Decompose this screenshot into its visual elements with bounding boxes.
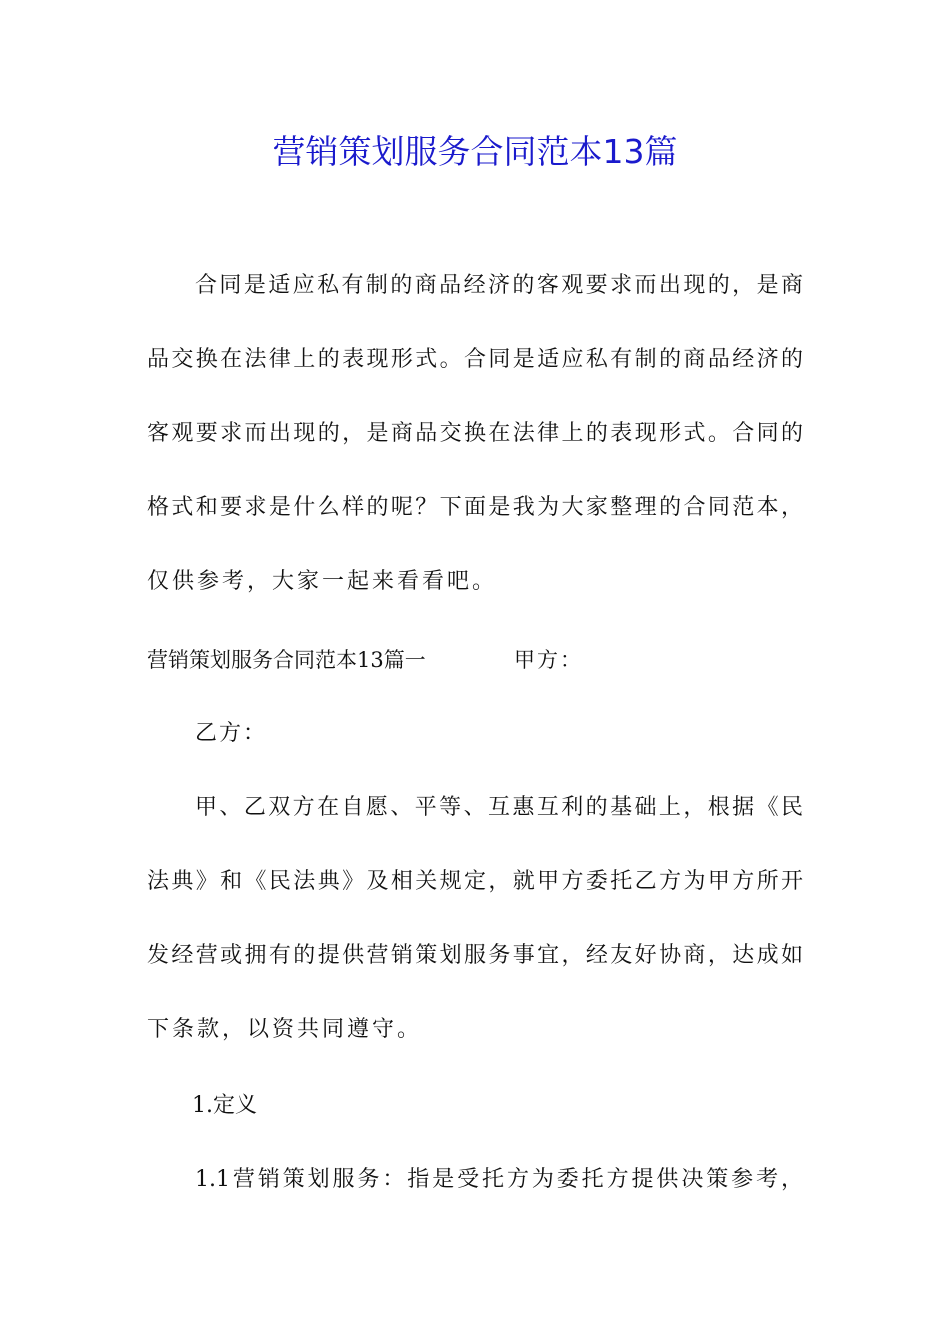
- intro-line-1: 合同是适应私有制的商品经济的客观要求而出现的，是商: [195, 273, 803, 298]
- intro-line-3: 客观要求而出现的，是商品交换在法律上的表现形式。合同的: [147, 421, 803, 446]
- intro-line-4: 格式和要求是什么样的呢？下面是我为大家整理的合同范本，: [147, 495, 803, 520]
- agreement-line-3: 发经营或拥有的提供营销策划服务事宜，经友好协商，达成如: [147, 943, 803, 968]
- intro-line-5: 仅供参考，大家一起来看看吧。: [147, 569, 498, 594]
- section-heading: 营销策划服务合同范本13篇一: [147, 648, 426, 672]
- party-a-label: 甲方：: [514, 648, 583, 672]
- party-b-label: 乙方：: [195, 721, 268, 746]
- agreement-line-4: 下条款，以资共同遵守。: [147, 1017, 423, 1042]
- clause-1-1: 1.1营销策划服务：指是受托方为委托方提供决策参考，: [195, 1167, 803, 1192]
- agreement-line-2: 法典》和《民法典》及相关规定，就甲方委托乙方为甲方所开: [147, 869, 803, 894]
- agreement-line-1: 甲、乙双方在自愿、平等、互惠互利的基础上，根据《民: [195, 795, 803, 820]
- intro-line-2: 品交换在法律上的表现形式。合同是适应私有制的商品经济的: [147, 347, 803, 372]
- clause-1-heading: 1.定义: [192, 1093, 257, 1118]
- document-title: 营销策划服务合同范本13篇: [272, 132, 678, 171]
